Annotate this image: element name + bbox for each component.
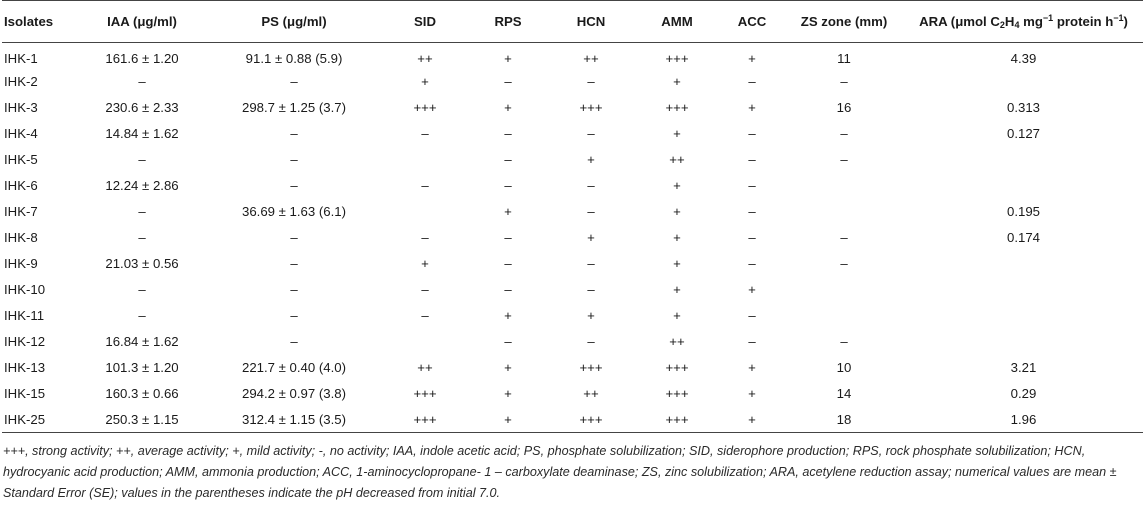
cell-ara: 0.313 [1006,100,1040,115]
cell-acc: + [748,100,756,115]
cell-sid: – [421,308,429,323]
cell-rps: – [504,334,512,349]
cell-acc: + [720,407,784,433]
cell-isolate: IHK-2 [4,74,38,89]
cell-sid: – [421,282,429,297]
cell-ara: 1.96 [904,407,1143,433]
cell-hcn: – [587,126,595,141]
cell-ara [904,303,1143,329]
cell-ps: – [290,282,298,297]
cell-zs-zone [784,303,904,329]
cell-acc: – [748,126,756,141]
cell-acc: + [748,360,756,375]
cell-hcn: + [587,308,595,323]
cell-amm: + [673,126,681,141]
cell-acc: – [748,230,756,245]
cell-rps: – [504,230,512,245]
header-zs-zone: ZS zone (mm) [784,1,904,43]
cell-ara [904,147,1143,173]
cell-ps: – [290,308,298,323]
cell-sid: – [421,230,429,245]
cell-rps: – [504,282,512,297]
cell-hcn: ++ [583,51,599,67]
cell-ps: – [290,126,298,141]
cell-amm: +++ [634,407,720,433]
table-row [2,303,1143,329]
cell-iaa: 101.3 ± 1.20 [105,360,179,375]
cell-acc: – [748,74,756,89]
cell-sid: + [421,74,429,89]
table-row [2,199,1143,225]
cell-amm: + [673,204,681,219]
cell-hcn: – [587,334,595,349]
table-body [2,43,1143,433]
cell-amm: +++ [665,360,689,375]
cell-ps: – [290,334,298,349]
table-row [2,277,1143,303]
cell-ps: – [290,74,298,89]
cell-acc: – [748,204,756,219]
table-footnote: +++, strong activity; ++, average activity; +, mild activity; -, no activity; IAA, indole acetic acid; PS, phosphate solubilization; SID, siderophore production; RPS, rock phosphate solubilization; HCN, hydrocyanic acid production; AMM, ammonia production; ACC, 1-aminocyclopropane- 1 – carboxylate deaminase; ZS, zinc solubilization; ARA, acetylene reduction assay; numerical values are mean ± Standard Error (SE); values in the parentheses indicate the pH decreased from initial 7.0. [3,444,1117,500]
table-row [2,43,1143,69]
cell-sid: – [421,178,429,193]
cell-iaa: 21.03 ± 0.56 [105,256,179,271]
cell-ara: 0.195 [1006,204,1040,219]
cell-amm: + [673,178,681,193]
cell-ara [904,173,1143,199]
cell-ara: 4.39 [1010,51,1037,67]
cell-rps: + [468,407,548,433]
cell-ara: 0.29 [1010,386,1037,401]
cell-acc: – [748,256,756,271]
cell-amm: +++ [665,386,689,401]
cell-hcn: – [587,282,595,297]
cell-iaa: – [138,308,146,323]
cell-iaa: 160.3 ± 0.66 [105,386,179,401]
cell-isolate: IHK-11 [4,308,45,323]
cell-ps: – [290,178,298,193]
cell-isolate: IHK-4 [4,126,38,141]
cell-iaa: – [138,204,146,219]
cell-zs-zone: – [840,74,848,89]
cell-zs-zone: – [840,152,848,167]
cell-acc: – [748,308,756,323]
cell-ara [904,277,1143,303]
cell-rps: – [504,126,512,141]
cell-zs-zone: – [840,256,848,271]
cell-isolate: IHK-13 [4,360,46,375]
header-ps: PS (μg/ml) [206,1,382,43]
cell-zs-zone: 18 [784,407,904,433]
cell-acc: + [748,386,756,401]
cell-ps: 221.7 ± 0.40 (4.0) [241,360,346,375]
cell-hcn: + [587,230,595,245]
cell-rps: – [504,256,512,271]
cell-iaa: – [138,152,146,167]
cell-rps: + [504,386,512,401]
cell-ara [904,69,1143,95]
cell-isolate: IHK-25 [2,407,78,433]
cell-isolate: IHK-3 [4,100,38,115]
cell-hcn: ++ [583,386,599,401]
cell-sid: ++ [417,360,433,375]
cell-sid [382,199,468,225]
cell-amm: + [673,256,681,271]
cell-sid: + [421,256,429,271]
cell-sid: +++ [413,386,437,401]
cell-ara [904,251,1143,277]
cell-rps: – [504,152,512,167]
cell-zs-zone [784,277,904,303]
cell-amm: ++ [669,334,685,349]
cell-sid: +++ [382,407,468,433]
cell-ps: 312.4 ± 1.15 (3.5) [206,407,382,433]
cell-sid: – [421,126,429,141]
table-row [2,95,1143,121]
cell-isolate: IHK-1 [4,51,38,67]
header-sid: SID [382,1,468,43]
table-row [2,329,1143,355]
header-isolates: Isolates [2,1,78,43]
cell-zs-zone: – [840,126,848,141]
table-row [2,251,1143,277]
cell-hcn: +++ [548,407,634,433]
cell-zs-zone: – [840,230,848,245]
cell-ps: 298.7 ± 1.25 (3.7) [241,100,346,115]
cell-ps: 36.69 ± 1.63 (6.1) [241,204,346,219]
cell-hcn: – [587,256,595,271]
cell-zs-zone: 14 [836,386,852,401]
header-rps: RPS [468,1,548,43]
cell-ps: – [290,256,298,271]
cell-rps: + [504,51,512,67]
cell-iaa: – [138,282,146,297]
table-row [2,355,1143,381]
header-hcn: HCN [548,1,634,43]
header-iaa: IAA (μg/ml) [78,1,206,43]
cell-isolate: IHK-6 [4,178,38,193]
cell-rps: – [504,74,512,89]
cell-iaa: 14.84 ± 1.62 [105,126,179,141]
cell-iaa: 12.24 ± 2.86 [105,178,179,193]
cell-iaa: 161.6 ± 1.20 [105,51,179,67]
cell-isolate: IHK-9 [4,256,38,271]
cell-acc: + [748,51,756,67]
cell-ara: 0.174 [1006,230,1040,245]
cell-sid: +++ [413,100,437,115]
table-row [2,225,1143,251]
cell-isolate: IHK-10 [4,282,46,297]
cell-iaa: – [138,74,146,89]
header-ara: ARA (μmol $C_2H_4$ $mg^{-1}$ protein $h^{-1}$) [904,1,1143,43]
cell-zs-zone: – [840,334,848,349]
cell-amm: ++ [669,152,685,167]
cell-ara [904,329,1143,355]
table-row [2,121,1143,147]
cell-ps: 91.1 ± 0.88 (5.9) [245,51,343,67]
table-row [2,381,1143,407]
cell-rps: + [504,360,512,375]
cell-hcn: – [587,204,595,219]
cell-iaa: 230.6 ± 2.33 [105,100,179,115]
cell-isolate: IHK-15 [4,386,46,401]
cell-iaa: 250.3 ± 1.15 [78,407,206,433]
isolate-traits-table [2,0,1143,433]
cell-amm: + [673,230,681,245]
cell-zs-zone: 16 [836,100,852,115]
cell-isolate: IHK-12 [4,334,46,349]
cell-sid [382,329,468,355]
cell-ps: 294.2 ± 0.97 (3.8) [241,386,346,401]
cell-zs-zone: 10 [836,360,852,375]
cell-iaa: 16.84 ± 1.62 [105,334,179,349]
cell-zs-zone: 11 [837,51,851,67]
cell-acc: – [748,178,756,193]
cell-isolate: IHK-5 [4,152,38,167]
table-row [2,173,1143,199]
cell-rps: + [504,204,512,219]
cell-isolate: IHK-8 [4,230,38,245]
header-acc: ACC [720,1,784,43]
table-row [2,69,1143,95]
cell-amm: + [673,282,681,297]
cell-amm: + [673,308,681,323]
cell-sid: ++ [417,51,433,67]
cell-ps: – [290,230,298,245]
cell-hcn: – [587,74,595,89]
cell-acc: – [748,152,756,167]
cell-hcn: +++ [579,360,603,375]
cell-acc: – [748,334,756,349]
cell-amm: + [673,74,681,89]
cell-amm: +++ [665,51,689,67]
cell-sid [382,147,468,173]
cell-acc: + [748,282,756,297]
cell-hcn: +++ [579,100,603,115]
cell-hcn: – [587,178,595,193]
header-amm: AMM [634,1,720,43]
cell-rps: + [504,308,512,323]
header-row [2,1,1143,43]
cell-zs-zone [784,199,904,225]
cell-rps: – [504,178,512,193]
cell-rps: + [504,100,512,115]
cell-amm: +++ [665,100,689,115]
cell-hcn: + [587,152,595,167]
cell-ara: 3.21 [1010,360,1037,375]
cell-ara: 0.127 [1006,126,1040,141]
table-row [2,407,1143,433]
table-row [2,147,1143,173]
cell-isolate: IHK-7 [4,204,38,219]
cell-iaa: – [138,230,146,245]
cell-zs-zone [784,173,904,199]
cell-ps: – [290,152,298,167]
